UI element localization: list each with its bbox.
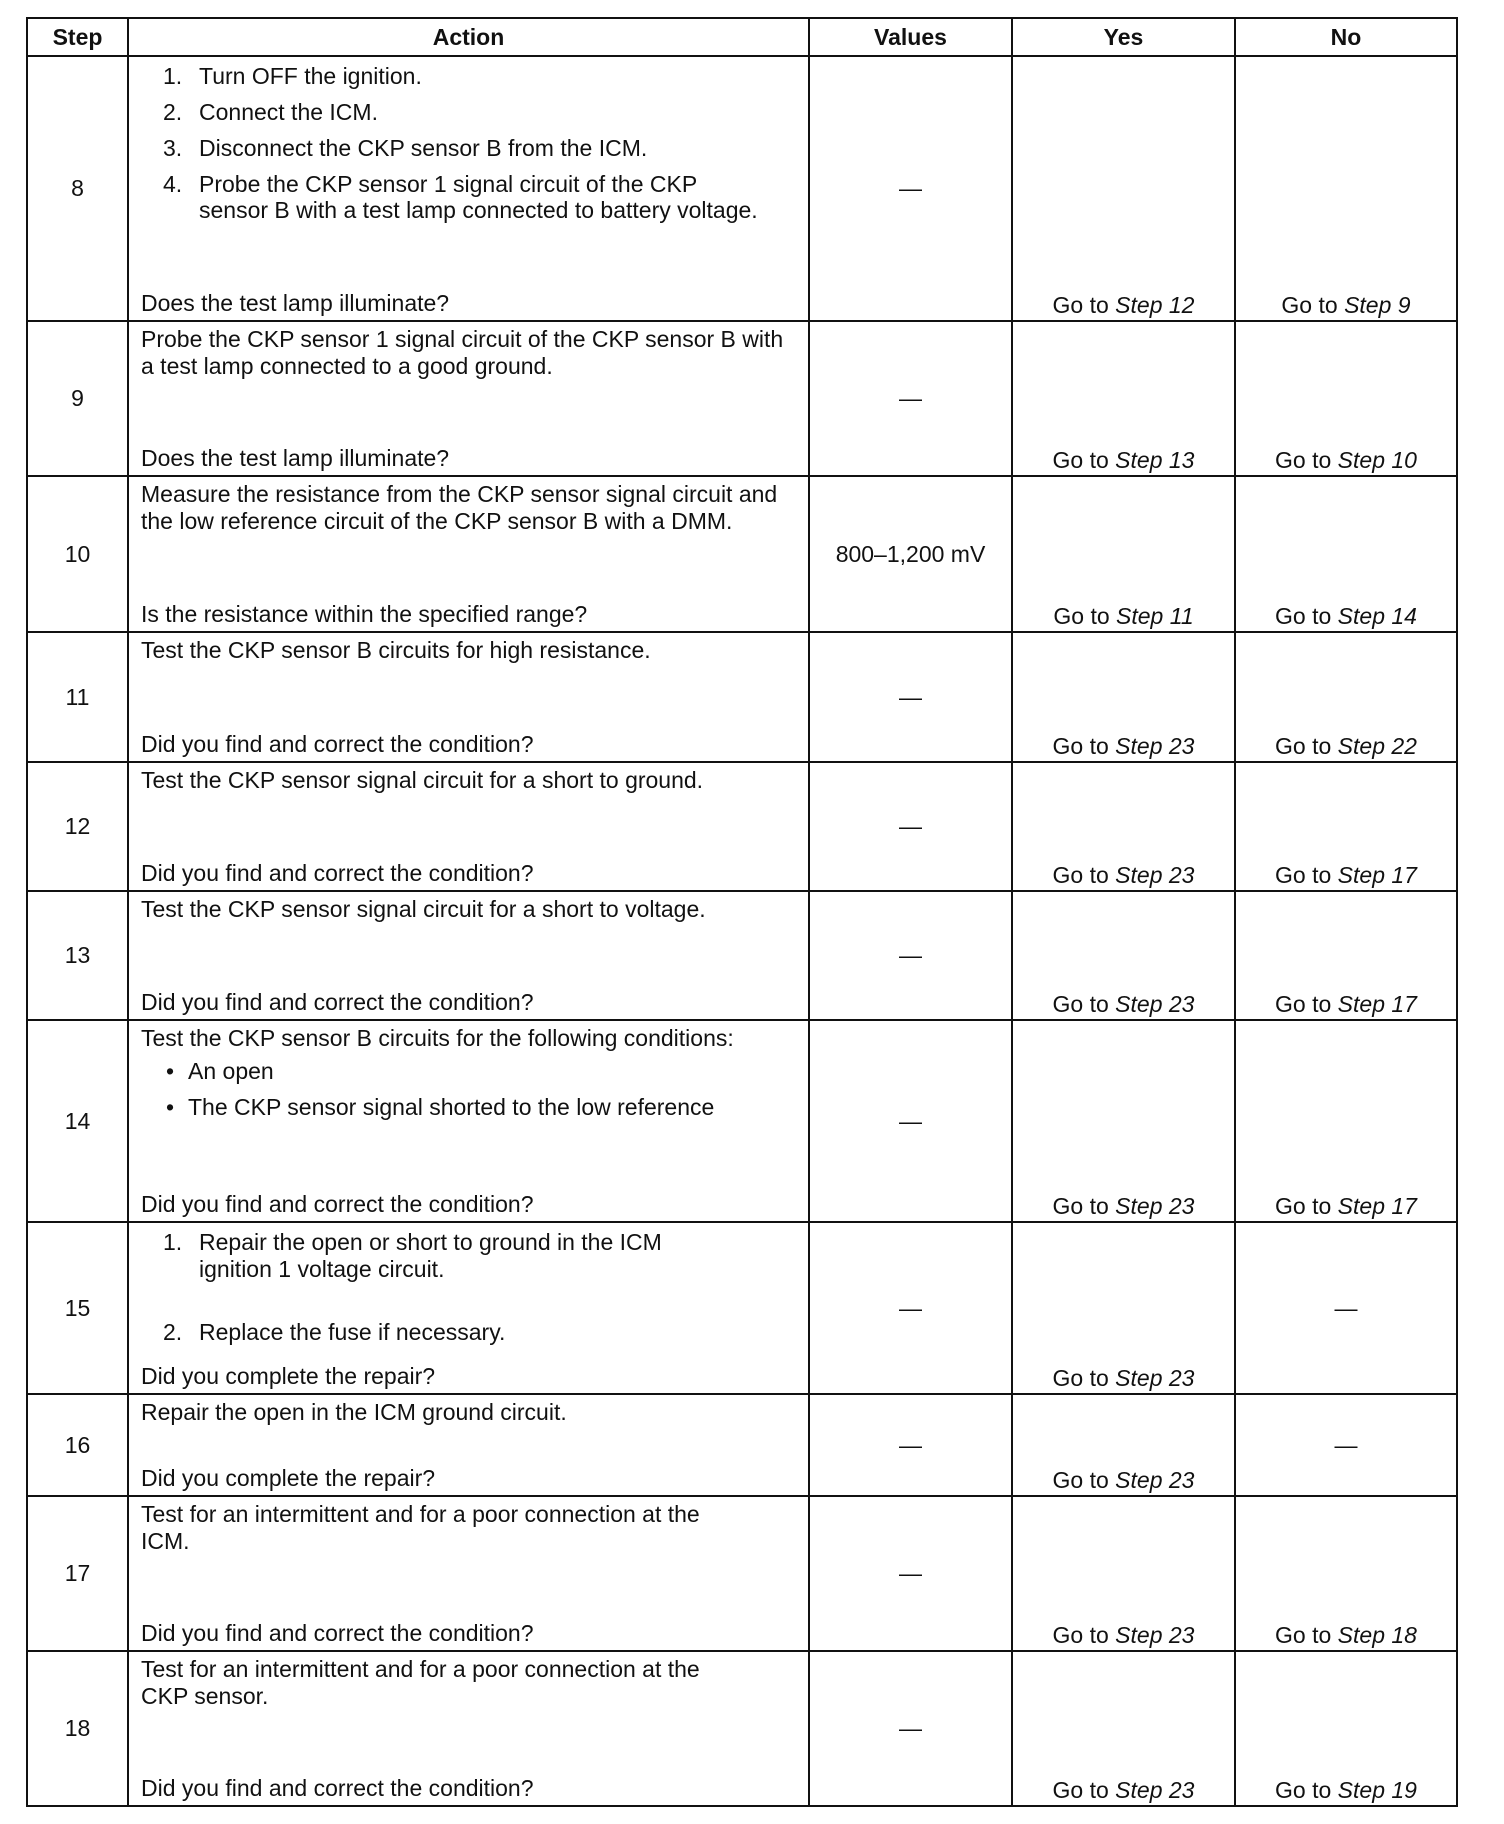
no-cell: Go to Step 14 bbox=[1235, 476, 1457, 632]
action-cell bbox=[128, 476, 809, 632]
yes-cell: Go to Step 23 bbox=[1012, 1020, 1235, 1222]
yes-cell: Go to Step 23 bbox=[1012, 1496, 1235, 1651]
action-cell bbox=[128, 1020, 809, 1222]
list-item: 2. Connect the ICM. bbox=[163, 99, 378, 125]
action-text: Test the CKP sensor B circuits for high resistance. bbox=[141, 637, 651, 663]
table-row bbox=[27, 762, 1457, 891]
step-number: 18 bbox=[27, 1651, 128, 1806]
yes-cell: Go to Step 13 bbox=[1012, 321, 1235, 476]
action-cell bbox=[128, 1222, 809, 1394]
no-cell: Go to Step 19 bbox=[1235, 1651, 1457, 1806]
values-cell: — bbox=[809, 1222, 1012, 1394]
header-row bbox=[27, 18, 1457, 56]
action-steps-list bbox=[141, 57, 798, 232]
list-item: 4. Probe the CKP sensor 1 signal circuit of the CKP sensor B with a test lamp connected to battery voltage. bbox=[163, 171, 758, 223]
no-cell: Go to Step 17 bbox=[1235, 762, 1457, 891]
action-text: Test the CKP sensor signal circuit for a short to voltage. bbox=[141, 896, 706, 922]
action-question: Did you complete the repair? bbox=[141, 1363, 436, 1389]
action-question: Did you find and correct the condition? bbox=[141, 860, 534, 886]
header-action: Action bbox=[128, 18, 809, 56]
table-row bbox=[27, 891, 1457, 1020]
list-item: 2. Replace the fuse if necessary. bbox=[163, 1319, 506, 1345]
values-cell: 800–1,200 mV bbox=[809, 476, 1012, 632]
action-question: Is the resistance within the specified range? bbox=[141, 601, 588, 627]
table-row bbox=[27, 1651, 1457, 1806]
values-cell: — bbox=[809, 56, 1012, 321]
list-item: 3. Disconnect the CKP sensor B from the ICM. bbox=[163, 135, 648, 161]
action-text: Measure the resistance from the CKP sensor signal circuit and the low reference circuit of the CKP sensor B with a DMM. bbox=[141, 481, 778, 534]
yes-cell: Go to Step 23 bbox=[1012, 891, 1235, 1020]
yes-cell: Go to Step 23 bbox=[1012, 632, 1235, 762]
header-no: No bbox=[1235, 18, 1457, 56]
table-row bbox=[27, 1020, 1457, 1222]
action-question: Did you find and correct the condition? bbox=[141, 989, 534, 1015]
list-item: • The CKP sensor signal shorted to the low reference bbox=[166, 1094, 715, 1120]
step-number: 12 bbox=[27, 762, 128, 891]
no-cell: Go to Step 17 bbox=[1235, 1020, 1457, 1222]
list-item: 1. Turn OFF the ignition. bbox=[163, 63, 422, 89]
values-cell: — bbox=[809, 1651, 1012, 1806]
values-cell: — bbox=[809, 1020, 1012, 1222]
values-cell: — bbox=[809, 632, 1012, 762]
action-question: Did you find and correct the condition? bbox=[141, 731, 534, 757]
table-row bbox=[27, 1394, 1457, 1496]
step-number: 14 bbox=[27, 1020, 128, 1222]
table-row bbox=[27, 632, 1457, 762]
table-row bbox=[27, 1222, 1457, 1394]
action-cell bbox=[128, 762, 809, 891]
action-cell bbox=[128, 321, 809, 476]
action-steps-list bbox=[141, 1223, 798, 1346]
action-question: Did you complete the repair? bbox=[141, 1465, 436, 1491]
action-cell bbox=[128, 1496, 809, 1651]
action-text: Test for an intermittent and for a poor connection at the ICM. bbox=[141, 1501, 700, 1554]
header-step: Step bbox=[27, 18, 128, 56]
table-row bbox=[27, 56, 1457, 321]
yes-cell: Go to Step 11 bbox=[1012, 476, 1235, 632]
no-cell: Go to Step 22 bbox=[1235, 632, 1457, 762]
diagnostic-table bbox=[26, 17, 1458, 1807]
action-cell bbox=[128, 1651, 809, 1806]
yes-cell: Go to Step 12 bbox=[1012, 56, 1235, 321]
table-row bbox=[27, 476, 1457, 632]
action-question: Did you find and correct the condition? bbox=[141, 1191, 534, 1217]
action-text: Repair the open in the ICM ground circuit. bbox=[141, 1399, 567, 1425]
yes-cell: Go to Step 23 bbox=[1012, 1394, 1235, 1496]
yes-cell: Go to Step 23 bbox=[1012, 762, 1235, 891]
table-row bbox=[27, 321, 1457, 476]
action-question: Did you find and correct the condition? bbox=[141, 1775, 534, 1801]
step-number: 9 bbox=[27, 321, 128, 476]
header-yes: Yes bbox=[1012, 18, 1235, 56]
action-bullet-list bbox=[141, 1058, 798, 1121]
step-number: 15 bbox=[27, 1222, 128, 1394]
action-question: Did you find and correct the condition? bbox=[141, 1620, 534, 1646]
step-number: 16 bbox=[27, 1394, 128, 1496]
values-cell: — bbox=[809, 891, 1012, 1020]
no-cell: Go to Step 17 bbox=[1235, 891, 1457, 1020]
step-number: 13 bbox=[27, 891, 128, 1020]
action-question: Does the test lamp illuminate? bbox=[141, 290, 450, 316]
step-number: 8 bbox=[27, 56, 128, 321]
step-number: 10 bbox=[27, 476, 128, 632]
table-row bbox=[27, 1496, 1457, 1651]
list-item: • An open bbox=[166, 1058, 274, 1084]
action-cell bbox=[128, 632, 809, 762]
action-text: Test the CKP sensor B circuits for the following conditions: bbox=[141, 1025, 734, 1051]
action-cell bbox=[128, 56, 809, 321]
action-question: Does the test lamp illuminate? bbox=[141, 445, 450, 471]
action-text: Probe the CKP sensor 1 signal circuit of the CKP sensor B with a test lamp connected to a good ground. bbox=[141, 326, 784, 379]
values-cell: — bbox=[809, 1394, 1012, 1496]
no-cell: Go to Step 18 bbox=[1235, 1496, 1457, 1651]
values-cell: — bbox=[809, 1496, 1012, 1651]
action-text: Test the CKP sensor signal circuit for a short to ground. bbox=[141, 767, 704, 793]
action-cell bbox=[128, 891, 809, 1020]
step-number: 17 bbox=[27, 1496, 128, 1651]
no-cell: Go to Step 10 bbox=[1235, 321, 1457, 476]
header-values: Values bbox=[809, 18, 1012, 56]
no-cell: — bbox=[1235, 1222, 1457, 1394]
action-cell bbox=[128, 1394, 809, 1496]
no-cell: — bbox=[1235, 1394, 1457, 1496]
yes-cell: Go to Step 23 bbox=[1012, 1651, 1235, 1806]
values-cell: — bbox=[809, 762, 1012, 891]
values-cell: — bbox=[809, 321, 1012, 476]
yes-cell: Go to Step 23 bbox=[1012, 1222, 1235, 1394]
action-text: Test for an intermittent and for a poor connection at the CKP sensor. bbox=[141, 1656, 700, 1709]
list-item: 1. Repair the open or short to ground in the ICM ignition 1 voltage circuit. bbox=[163, 1229, 662, 1282]
step-number: 11 bbox=[27, 632, 128, 762]
no-cell: Go to Step 9 bbox=[1235, 56, 1457, 321]
